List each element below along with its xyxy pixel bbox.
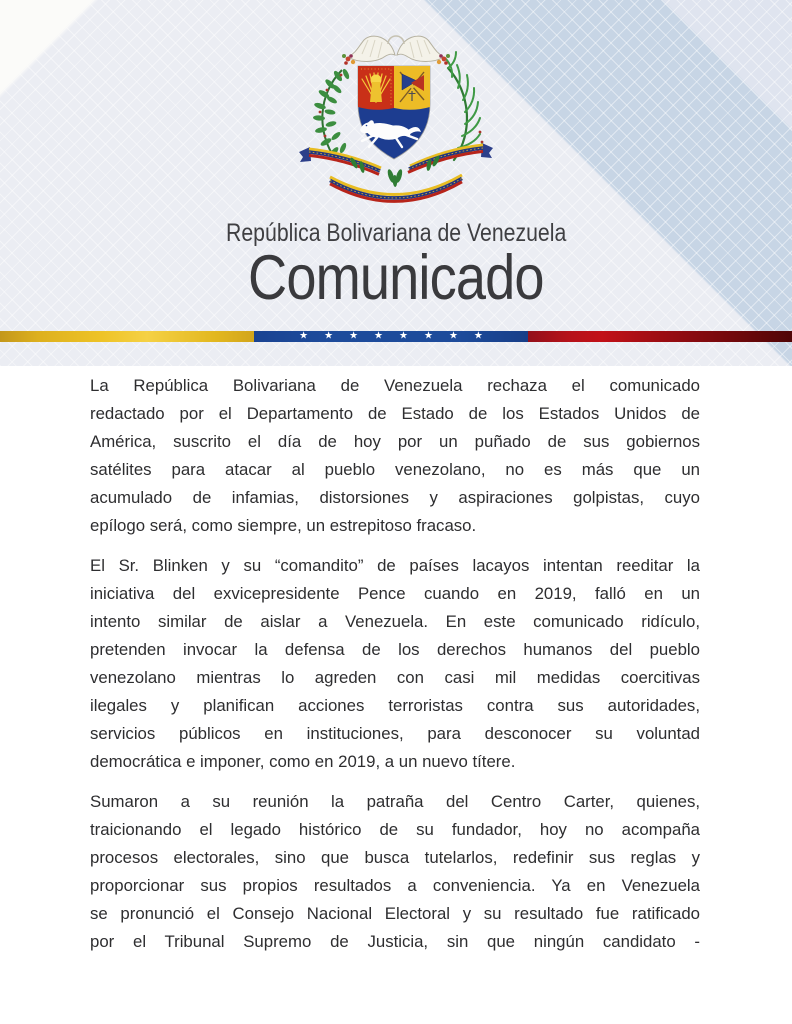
flag-star-icon: ★	[349, 330, 359, 341]
text-line: redactado por el Departamento de Estado de los Estados Unidos de	[90, 404, 700, 423]
text-line: por el Tribunal Supremo de Justicia, sin que ningún candidato -	[90, 932, 700, 951]
text-line: satélites para atacar al pueblo venezolano, no es más que un	[90, 460, 700, 479]
text-line: se pronunció el Consejo Nacional Electoral y su resultado fue ratificado	[90, 904, 700, 923]
page-title-text: Comunicado	[248, 243, 544, 313]
text-line: Sumaron a su reunión la patraña del Centro Carter, quienes,	[90, 792, 700, 811]
flag-star-icon: ★	[399, 330, 408, 341]
flag-divider	[0, 331, 792, 342]
text-line: El Sr. Blinken y su “comandito” de países lacayos intentan reeditar la	[90, 556, 700, 575]
document-body	[0, 366, 792, 956]
flag-blue-segment	[254, 331, 528, 342]
paragraph	[90, 552, 700, 776]
page-title	[0, 243, 792, 313]
text-line: iniciativa del exvicepresidente Pence cuando en 2019, falló en un	[90, 584, 700, 603]
venezuela-coat-of-arms-icon	[296, 30, 496, 220]
cornucopia-icon	[342, 36, 450, 65]
flag-star-icon: ★	[473, 330, 483, 341]
text-line: venezolano mientras lo agreden con casi mil medidas coercitivas	[90, 668, 700, 687]
text-line: ilegales y planifican acciones terroristas contra sus autoridades,	[90, 696, 700, 715]
shield-icon	[358, 66, 430, 159]
text-line: intento similar de aislar a Venezuela. En este comunicado ridículo,	[90, 612, 700, 631]
flag-star-icon: ★	[423, 330, 433, 341]
text-line: La República Bolivariana de Venezuela rechaza el comunicado	[90, 376, 700, 395]
text-line: América, suscrito el día de hoy por un puñado de sus gobiernos	[90, 432, 700, 451]
text-line: traicionando el legado histórico de su fundador, hoy no acompaña	[90, 820, 700, 839]
paragraph	[90, 788, 700, 956]
paragraph	[90, 372, 700, 540]
header-banner	[0, 0, 792, 366]
flag-star-icon: ★	[448, 330, 458, 341]
flag-yellow-segment	[0, 331, 254, 342]
institution-name-text: República Bolivariana de Venezuela	[225, 219, 567, 247]
text-line: democrática e imponer, como en 2019, a un nuevo títere.	[90, 752, 516, 771]
flag-star-icon: ★	[324, 330, 334, 341]
flag-star-icon: ★	[299, 330, 309, 341]
text-line: servicios públicos en instituciones, para desconocer su voluntad	[90, 724, 700, 743]
text-line: proporcionar sus propios resultados a conveniencia. Ya en Venezuela	[90, 876, 700, 895]
flag-star-icon: ★	[374, 330, 383, 341]
laurel-branch-icon	[313, 68, 351, 160]
text-line: procesos electorales, sino que busca tutelarlos, redefinir sus reglas y	[90, 848, 700, 867]
palm-branch-icon	[446, 52, 482, 160]
text-line: acumulado de infamias, distorsiones y aspiraciones golpistas, cuyo	[90, 488, 700, 507]
text-line: epílogo será, como siempre, un estrepitoso fracaso.	[90, 516, 477, 535]
flag-red-segment	[528, 331, 792, 342]
flag-stars	[254, 331, 528, 342]
text-line: pretenden invocar la defensa de los derechos humanos del pueblo	[90, 640, 700, 659]
